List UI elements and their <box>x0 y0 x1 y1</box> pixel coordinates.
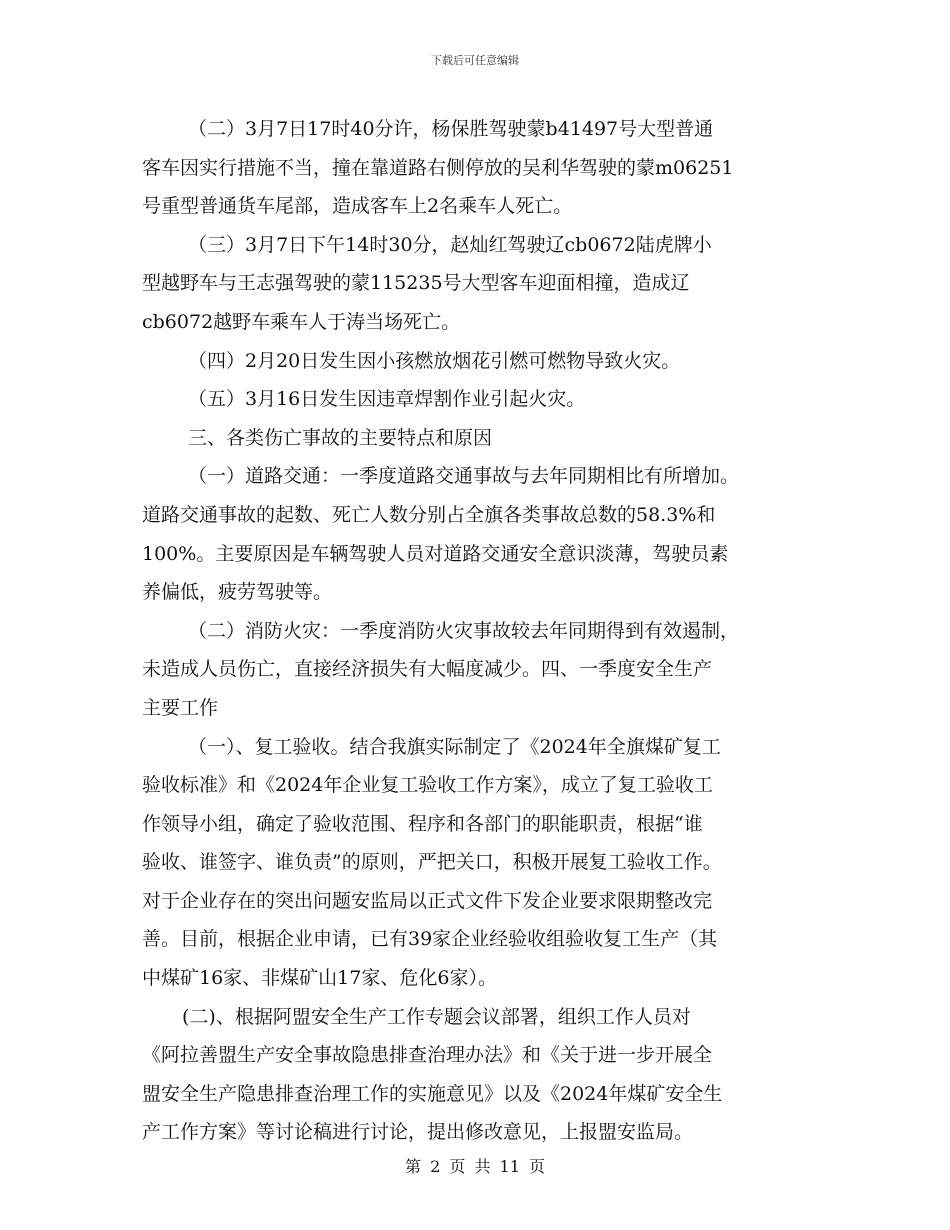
body-text-line: （一）、复工验收。结合我旗实际制定了《2024年全旗煤矿复工 <box>188 735 721 758</box>
body-text-line: 100%。主要原因是车辆驾驶人员对道路交通安全意识淡薄，驾驶员素 <box>142 542 729 565</box>
page-footer: 第 2 页 共 11 页 <box>405 1157 545 1176</box>
body-text-line: 型越野车与王志强驾驶的蒙115235号大型客车迎面相撞，造成辽 <box>142 272 690 295</box>
body-text-line: cb6072越野车乘车人于涛当场死亡。 <box>142 310 461 333</box>
body-text-line: 对于企业存在的突出问题安监局以正式文件下发企业要求限期整改完 <box>142 889 713 912</box>
body-text-line: 主要工作 <box>142 696 219 719</box>
body-text-line: （一）道路交通：一季度道路交通事故与去年同期相比有所增加。 <box>188 465 740 488</box>
body-text-line: （二）3月7日17时40分许，杨保胜驾驶蒙b41497号大型普通 <box>188 118 714 140</box>
body-text-line: 中煤矿16家、非煤矿山17家、危化6家）。 <box>142 967 497 990</box>
body-text-line: （二）消防火灾：一季度消防火灾事故较去年同期得到有效遏制， <box>188 619 740 642</box>
body-text-line: （五）3月16日发生因违章焊割作业引起火灾。 <box>188 388 586 411</box>
body-text-line: 客车因实行措施不当，撞在靠道路右侧停放的吴利华驾驶的蒙m06251 <box>142 156 734 179</box>
document-body <box>142 110 812 1152</box>
body-text-line: (二)、根据阿盟安全生产工作专题会议部署，组织工作人员对 <box>182 1005 691 1028</box>
body-text-line: 验收、谁签字、谁负责”的原则，严把关口，积极开展复工验收工作。 <box>142 851 722 874</box>
body-text-line: 养偏低，疲劳驾驶等。 <box>142 581 333 604</box>
body-text-line: 验收标准》和《2024年企业复工验收工作方案》，成立了复工验收工 <box>142 774 713 797</box>
body-text-line: 未造成人员伤亡，直接经济损失有大幅度减少。四、一季度安全生产 <box>142 658 713 681</box>
body-text-line: 善。目前，根据企业申请，已有39家企业经验收组验收复工生产（其 <box>142 928 718 951</box>
body-text-line: 《阿拉善盟生产安全事故隐患排查治理办法》和《关于进一步开展全 <box>142 1044 713 1067</box>
body-text-line: 产工作方案》等讨论稿进行讨论，提出修改意见，上报盟安监局。 <box>142 1121 694 1144</box>
body-text-line: 作领导小组，确定了验收范围、程序和各部门的职能职责，根据“谁 <box>142 812 703 835</box>
body-text-line: 号重型普通货车尾部，造成客车上2名乘车人死亡。 <box>142 195 573 218</box>
body-text-line: （三）3月7日下午14时30分，赵灿红驾驶辽cb0672陆虎牌小 <box>188 233 712 256</box>
body-text-line: 道路交通事故的起数、死亡人数分别占全旗各类事故总数的58.3%和 <box>142 503 716 526</box>
page-header: 下载后可任意编辑 <box>431 54 519 67</box>
body-text-line: 盟安全生产隐患排查治理工作的实施意见》以及《2024年煤矿安全生 <box>142 1082 723 1105</box>
body-text-line: （四）2月20日发生因小孩燃放烟花引燃可燃物导致火灾。 <box>188 349 681 372</box>
body-text-line: 三、各类伤亡事故的主要特点和原因 <box>188 426 493 449</box>
